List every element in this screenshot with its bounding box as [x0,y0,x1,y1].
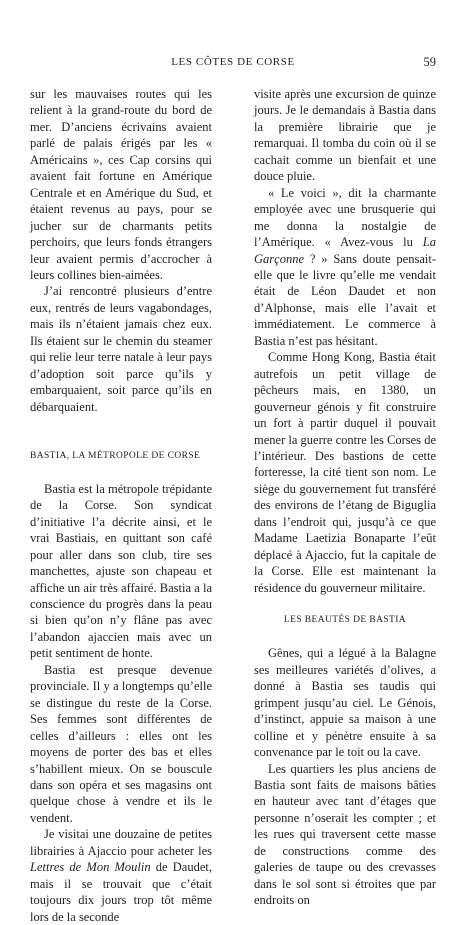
paragraph [254,185,436,350]
section-heading: BASTIA, LA MÉTROPOLE DE CORSE [30,450,201,461]
page-number: 59 [423,55,436,69]
paragraph: visite après une excursion de quinze jours. Je le demandais à Bastia dans la première librairie que je remarquai. Il tomba du coin où il se cachait comme un bienfait et une douce pluie. [254,87,436,184]
paragraph: sur les mauvaises routes qui les relient à la grand-route du bord de mer. D’anciens écrivains avaient parlé de palais érigés par les « Américains », ces Cap corsins qui avaient fait fortune en Amérique Centrale et en Amérique du Sud, et étaient revenus au pays, pour se jucher sur de charmants petits perchoirs, que leurs fonds étrangers leur avaient permis d’accrocher à leurs collines bien-aimées. [30,87,212,282]
paragraph: Comme Hong Kong, Bastia était autrefois un petit village de pêcheurs mais, en 1380, un gouverneur génois y fit construire un fort à partir duquel il pouvait mener la guerre contre les Corses de l’intérieur. Des bastions de cette forteresse, la cité tient son nom. Le siège du gouvernement fut transféré des environs de l’étang de Biguglia dans l’endroit qui, jusqu’à ce que Madame Laetizia Bonaparte l’eût déplacé à Ajaccio, fut la capitale de la Corse. Elle est maintenant la résidence du gouverneur militaire. [254,350,436,595]
running-head [30,56,436,72]
paragraph-text: « Le voici », dit la charmante employée avec une brusquerie qui me donna la nostalgie de l’Amérique. « Avez-vous lu [254,185,436,250]
section-heading: LES BEAUTÉS DE BASTIA [283,615,407,626]
right-column [254,86,436,909]
paragraph: Les quartiers les plus anciens de Bastia sont faits de maisons bâties en hauteur avec tant d’étages que personne n’oserait les compter ; et les rues qui traversent cette masse de constructions comme des galeries de taupe ou des crevasses dans le sol sont si étroites que par endroits on [254,761,436,908]
paragraph [30,826,212,925]
left-column [30,86,212,925]
book-title: La Garçonne [254,235,436,266]
book-title: Lettres de Mon Moulin [30,860,151,875]
paragraph: Bastia est presque devenue provinciale. Il y a longtemps qu’elle se distingue du reste de la Corse. Ses femmes sont différentes de celles d’ailleurs : elles ont les moyens de porter des bas et elles s’habillent mieux. On se bouscule dans son opéra et ses magasins ont quelque chose à vendre et ils le vendent. [30,662,212,825]
paragraph: Bastia est la métropole trépidante de la Corse. Son syndicat d’initiative l’a décrite ainsi, et le vrai Bastiais, en quittant son café pour aller dans son club, tire ses manchettes, ajuste son chapeau et affiche un air très affairé. Bastia a la conscience du progrès dans la peau si bien qu’on n’y flâne pas avec l’abandon ajaccien mais avec un petit sentiment de honte. [30,481,212,661]
paragraph-text: Je visitai une douzaine de petites librairies à Ajaccio pour acheter les [30,827,212,858]
paragraph-text: de Daudet, mais il se trouvait que c’était toujours dix jours trop tôt même lors de la seconde [30,860,213,924]
running-title: LES CÔTES DE CORSE [171,56,295,68]
paragraph: Gênes, qui a légué à la Balagne ses meilleures variétés d’olives, a donné à Bastia ses taudis qui grimpent jusqu’au ciel. Le Génois, d’instinct, appuie sa maison à une colline et y pénètre ensuite à sa convenance par le toit ou la cave. [254,646,436,760]
paragraph-text: ? » Sans doute pensait-elle que le livre qu’elle me vendait était de Léon Daudet et non d’Alphonse, mais elle l’avait et immédiatement. Le commerce à Bastia n’est pas hésitant. [254,251,436,348]
paragraph: J’ai rencontré plusieurs d’entre eux, rentrés de leurs vagabondages, mais ils n’étaient jamais chez eux. Ils étaient sur le chemin du steamer qui relie leur terre natale à leur pays d’adoption soit parce qu’ils y embarquaient, soit parce qu’ils en débarquaient. [30,284,212,414]
